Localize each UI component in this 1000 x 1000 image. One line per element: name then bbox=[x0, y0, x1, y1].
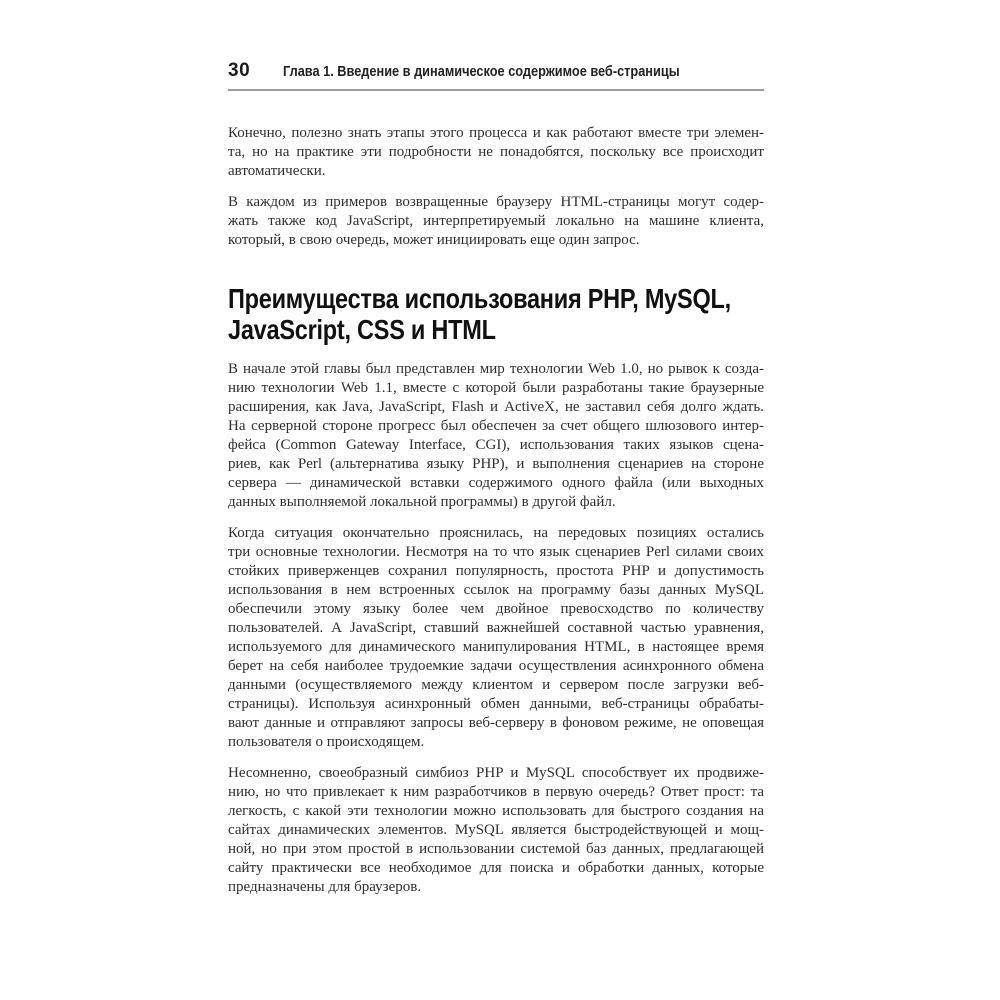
body-paragraph bbox=[228, 360, 764, 512]
body-paragraph bbox=[228, 524, 764, 752]
paragraph-line: три основные технологии. Несмотря на то что язык сценариев Perl силами своих bbox=[228, 544, 764, 560]
paragraph-line: страницы). Используя асинхронный обмен данными, веб-страницы обрабаты- bbox=[228, 696, 764, 712]
heading-line: Преимущества использования PHP, MySQL, bbox=[228, 283, 731, 314]
paragraph-line: который, в свою очередь, может инициировать еще один запрос. bbox=[228, 232, 640, 248]
paragraph-line: пользователей. А JavaScript, ставший важнейшей составной частью уравнения, bbox=[228, 620, 764, 636]
paragraph-line: вают данные и отправляют запросы веб-серверу в фоновом режиме, не оповещая bbox=[228, 715, 764, 731]
header-rule bbox=[228, 89, 764, 91]
paragraph-line: жать также код JavaScript, интерпретируемый локально на машине клиента, bbox=[228, 213, 764, 229]
intro-paragraphs bbox=[228, 124, 764, 250]
paragraph-line: фейса (Common Gateway Interface, CGI), использования таких языков сцена- bbox=[228, 437, 764, 453]
paragraph-line: используемого для динамического манипулирования HTML, в настоящее время bbox=[228, 639, 764, 655]
paragraph-line: предназначены для браузеров. bbox=[228, 879, 422, 895]
paragraph-line: сервера — динамической вставки содержимого одного файла (или выходных bbox=[228, 475, 764, 491]
paragraph-line: Несомненно, своеобразный симбиоз PHP и MySQL способствует их продвиже- bbox=[228, 765, 764, 781]
paragraph-line: Конечно, полезно знать этапы этого процесса и как работают вместе три элемен- bbox=[228, 125, 764, 141]
paragraph-line: нию технологии Web 1.1, вместе с которой были разработаны такие браузерные bbox=[228, 380, 764, 396]
paragraph-line: Когда ситуация окончательно прояснилась, на передовых позициях остались bbox=[228, 525, 764, 541]
paragraph-line: В начале этой главы был представлен мир технологии Web 1.0, но рывок к созда- bbox=[228, 361, 764, 377]
paragraph-line: сайтах динамических элементов. MySQL является быстродействующей и мощ- bbox=[228, 822, 764, 838]
heading-line: JavaScript, CSS и HTML bbox=[228, 314, 496, 345]
text-column bbox=[228, 60, 764, 897]
paragraph-line: пользователя о происходящем. bbox=[228, 734, 425, 750]
paragraph-line: данных выполняемой локальной программы) в другой файл. bbox=[228, 494, 616, 510]
paragraph-line: стойких приверженцев сохранил популярность, простота PHP и допустимость bbox=[228, 563, 764, 579]
paragraph-line: та, но на практике эти подробности не понадобятся, поскольку все происходит bbox=[228, 144, 764, 160]
paragraph-line: данными (осуществляемого между клиентом и сервером после загрузки веб- bbox=[228, 677, 764, 693]
paragraph-line: На серверной стороне прогресс был обеспечен за счет общего шлюзового интер- bbox=[228, 418, 764, 434]
paragraph-line: ной, но при этом простой в использовании системой баз данных, предлагающей bbox=[228, 841, 764, 857]
section-paragraphs bbox=[228, 360, 764, 897]
paragraph-line: расширения, как Java, JavaScript, Flash и ActiveX, не заставил себя долго ждать. bbox=[228, 399, 764, 415]
paragraph-line: нию, но что привлекает к ним разработчиков в первую очередь? Ответ прост: та bbox=[228, 784, 764, 800]
section-heading bbox=[228, 283, 764, 345]
paragraph-line: автоматически. bbox=[228, 163, 326, 179]
running-header: Глава 1. Введение в динамическое содержимое веб-страницы bbox=[283, 64, 680, 80]
paragraph-line: легкость, с какой эти технологии можно использовать для быстрого создания на bbox=[228, 803, 764, 819]
body-paragraph bbox=[228, 124, 764, 181]
body-paragraph bbox=[228, 193, 764, 250]
paragraph-line: В каждом из примеров возвращенные браузеру HTML-страницы могут содер- bbox=[228, 194, 764, 210]
page-header bbox=[228, 60, 764, 82]
paragraph-line: сайту практически все необходимое для поиска и обработки данных, которые bbox=[228, 860, 764, 876]
page-number: 30 bbox=[228, 60, 251, 81]
paragraph-line: риев, как Perl (альтернатива языку PHP), и выполнения сценариев на стороне bbox=[228, 456, 764, 472]
body-paragraph bbox=[228, 764, 764, 897]
page-body bbox=[228, 124, 764, 897]
paragraph-line: берет на себя наиболее трудоемкие задачи осуществления асинхронного обмена bbox=[228, 658, 764, 674]
paragraph-line: использования в нем встроенных ссылок на программу базы данных MySQL bbox=[228, 582, 764, 598]
paragraph-line: обеспечили этому языку более чем двойное превосходство по количеству bbox=[228, 601, 764, 617]
